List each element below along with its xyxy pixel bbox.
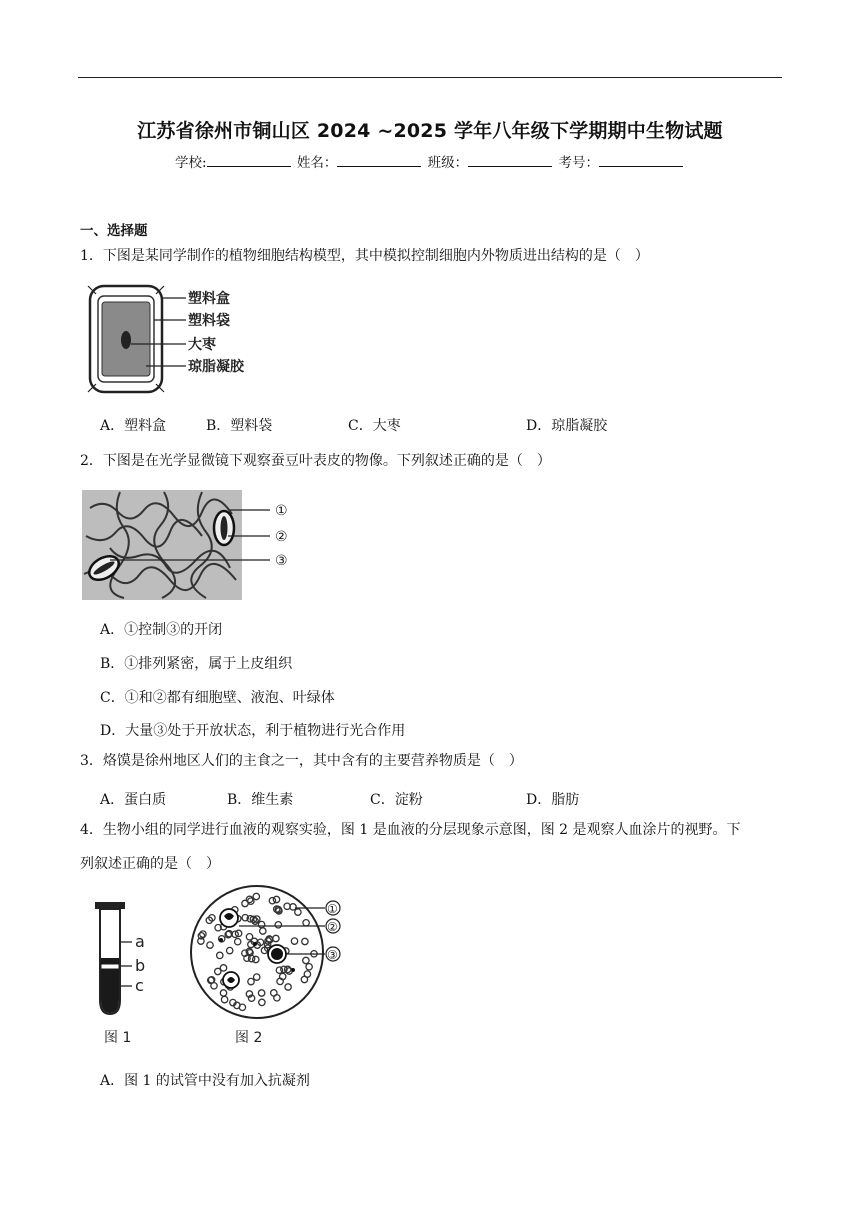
q2-label-1: ① [275, 503, 288, 519]
q1-option-a[interactable]: A．塑料盒 [100, 418, 167, 434]
question-4-stem-line2: 列叙述正确的是（ ） [80, 856, 220, 872]
q1-option-b[interactable]: B．塑料袋 [206, 418, 273, 434]
q3-option-b[interactable]: B．维生素 [227, 792, 294, 808]
header-rule [78, 77, 782, 78]
q1-label-agar: 琼脂凝胶 [188, 359, 244, 375]
q1-label-box: 塑料盒 [188, 291, 230, 307]
q4-test-tube-figure [90, 900, 170, 1050]
question-4-stem-line1: 4．生物小组的同学进行血液的观察实验，图 1 是血液的分层现象示意图，图 2 是观察人血涂片的视野。下 [80, 822, 741, 838]
q3-option-d[interactable]: D．脂肪 [526, 792, 580, 808]
q4-fig1-caption: 图 1 [104, 1030, 132, 1046]
q4-label-fig2-3: ③ [327, 948, 338, 962]
exam-no-blank[interactable] [599, 154, 683, 167]
name-blank[interactable] [337, 154, 421, 167]
q4-label-fig2-2: ② [327, 920, 338, 934]
q3-option-c[interactable]: C．淀粉 [370, 792, 423, 808]
name-label: 姓名： [296, 155, 338, 171]
q4-label-a: a [135, 932, 145, 951]
question-3-stem: 3．烙馍是徐州地区人们的主食之一，其中含有的主要营养物质是（ ） [80, 753, 523, 769]
school-blank[interactable] [207, 154, 291, 167]
q1-option-c[interactable]: C．大枣 [348, 418, 401, 434]
q2-option-c[interactable]: C．①和②都有细胞壁、液泡、叶绿体 [100, 690, 335, 706]
class-blank[interactable] [468, 154, 552, 167]
q4-label-c: c [135, 976, 144, 995]
school-label: 学校: [175, 155, 207, 171]
q1-option-d[interactable]: D．琼脂凝胶 [526, 418, 608, 434]
q2-leaf-epidermis-figure [80, 488, 300, 604]
exam-no-label: 考号： [558, 155, 599, 171]
q1-label-bag: 塑料袋 [188, 313, 230, 329]
student-info-line [0, 151, 860, 171]
q2-option-b[interactable]: B．①排列紧密，属于上皮组织 [100, 656, 293, 672]
q2-option-a[interactable]: A．①控制③的开闭 [100, 622, 223, 638]
q2-label-3: ③ [275, 553, 288, 569]
q4-label-b: b [135, 956, 146, 975]
q1-label-date: 大枣 [188, 337, 216, 353]
q4-label-fig2-1: ① [327, 902, 338, 916]
section-title: 一、选择题 [80, 223, 148, 239]
q4-blood-smear-figure [185, 880, 355, 1050]
q1-cell-model-figure [86, 280, 256, 400]
q4-option-a[interactable]: A．图 1 的试管中没有加入抗凝剂 [100, 1073, 310, 1089]
class-label: 班级： [427, 155, 469, 171]
q2-option-d[interactable]: D．大量③处于开放状态，利于植物进行光合作用 [100, 723, 406, 739]
q4-fig2-caption: 图 2 [235, 1030, 263, 1046]
question-1-options [100, 415, 607, 435]
question-2-stem: 2．下图是在光学显微镜下观察蚕豆叶表皮的物像。下列叙述正确的是（ ） [80, 453, 551, 469]
q2-label-2: ② [275, 529, 288, 545]
question-3-options [100, 789, 579, 809]
question-1-stem: 1．下图是某同学制作的植物细胞结构模型，其中模拟控制细胞内外物质进出结构的是（ ） [80, 248, 649, 264]
q3-option-a[interactable]: A．蛋白质 [100, 792, 167, 808]
page-title: 江苏省徐州市铜山区 2024 ~2025 学年八年级下学期期中生物试题 [137, 120, 723, 142]
